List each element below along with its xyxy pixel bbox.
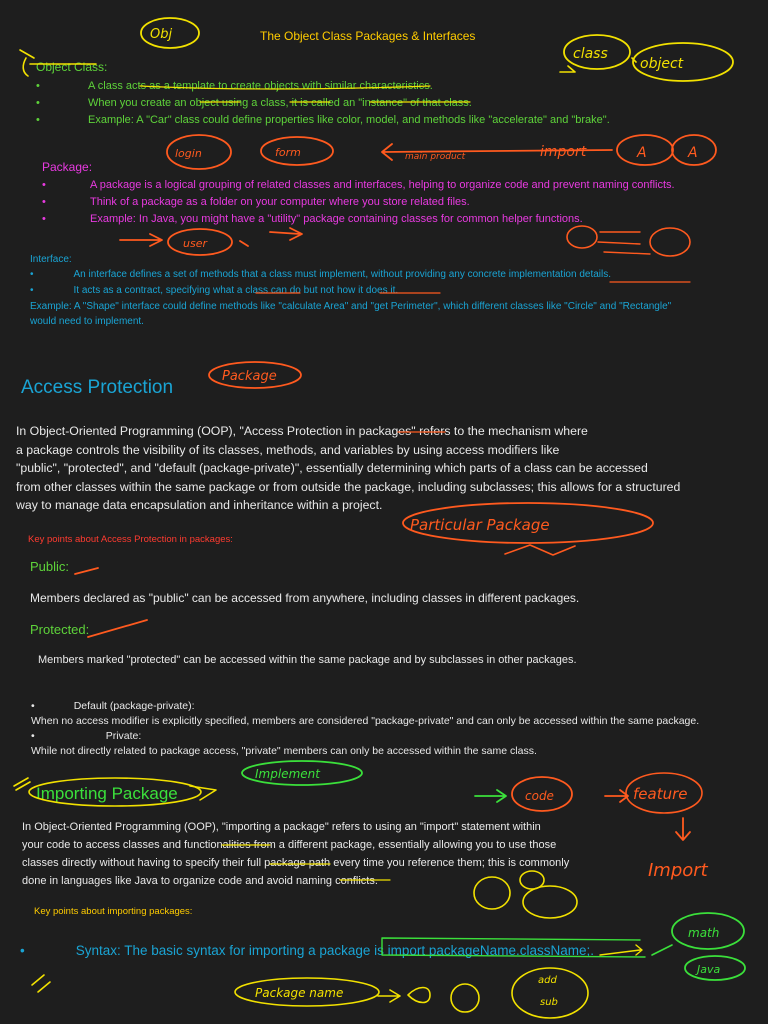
hw-sub: sub xyxy=(540,997,558,1008)
interface-example: Example: A "Shape" interface could define methods like "calculate Area" and "get Perimeter", which different classes like "Circle" and "Rectangle" xyxy=(30,301,672,312)
private-desc: While not directly related to package access, "private" members can only be accessed within the same class. xyxy=(31,745,537,757)
syntax-bullet: • Syntax: The basic syntax for importing a package is import packageName.className;. xyxy=(20,943,594,958)
default-label: • Default (package-private): xyxy=(31,700,195,712)
package-bullet: • Example: In Java, you might have a "utility" package containing classes for common helper functions. xyxy=(42,213,583,225)
protected-desc: Members marked "protected" can be accessed within the same package and by subclasses in other packages. xyxy=(38,654,577,666)
importing-paragraph xyxy=(22,818,642,890)
obj-circle xyxy=(141,18,199,48)
hw-package: Package xyxy=(222,369,277,384)
error-circle xyxy=(523,886,577,918)
a-circle-small xyxy=(567,226,597,248)
access-key-points-label: Key points about Access Protection in packages: xyxy=(28,534,233,545)
package-bullet: • Think of a package as a folder on your computer where you store related files. xyxy=(42,196,470,208)
hw-form: form xyxy=(275,146,301,159)
package-name-circle xyxy=(235,978,379,1006)
default-desc: When no access modifier is explicitly specified, members are considered "package-private" and can only be accessed within the same package. xyxy=(31,715,700,727)
add-sub-circle xyxy=(512,968,588,1018)
public-desc: Members declared as "public" can be accessed from anywhere, including classes in different packages. xyxy=(30,591,580,605)
object-class-heading: Object Class: xyxy=(36,60,108,74)
paragraph-line: way to manage data encapsulation and inheritance within a project. xyxy=(16,498,383,512)
paragraph-line: done in languages like Java to organize code and avoid naming conflicts. xyxy=(22,875,378,887)
hw-particular-package: Particular Package xyxy=(410,516,550,534)
class-circle xyxy=(564,35,630,69)
interface-bullet: • It acts as a contract, specifying what a class can do but not how it does it. xyxy=(30,285,399,296)
hw-add: add xyxy=(538,975,557,986)
paragraph-line: from other classes within the same package or from outside the package, including subclasses; this allows for a structured xyxy=(16,479,681,494)
hw-feature: feature xyxy=(633,785,688,803)
hw-a1: A xyxy=(637,145,647,161)
implement-circle xyxy=(242,761,362,785)
hw-import: import xyxy=(540,144,587,160)
java-circle xyxy=(685,956,745,980)
hw-package-name: Package name xyxy=(255,986,344,1000)
private-label: • Private: xyxy=(31,730,142,742)
package-heading: Package: xyxy=(42,160,93,174)
hw-import2: Import xyxy=(648,860,708,881)
public-label: Public: xyxy=(30,559,70,574)
paragraph-line: a package controls the visibility of its classes, methods, and variables by using access modifiers like xyxy=(16,442,560,457)
object-circle xyxy=(633,43,733,81)
interface-example-cont: would need to implement. xyxy=(30,316,144,327)
form-circle xyxy=(261,137,333,165)
package-circle xyxy=(209,362,301,388)
interface-bullet: • An interface defines a set of methods that a class must implement, without providing any concrete implementation details. xyxy=(30,269,612,280)
arrow xyxy=(560,58,636,72)
interface-heading: Interface: xyxy=(30,254,72,265)
object-class-bullet: • A class acts as a template to create objects with similar characteristics. xyxy=(36,80,433,92)
feature-circle xyxy=(626,773,702,813)
hw-java: Java xyxy=(697,963,721,976)
hw-user: user xyxy=(183,237,207,250)
arrow xyxy=(270,228,302,240)
hw-a2: A xyxy=(688,145,698,161)
hw-implement: Implement xyxy=(255,767,320,781)
page-title: The Object Class Packages & Interfaces xyxy=(260,29,476,43)
access-protection-heading: Access Protection xyxy=(21,377,174,398)
math-circle xyxy=(672,913,744,949)
a-circle xyxy=(672,135,716,165)
a-circle xyxy=(617,135,673,165)
package-bullet: • A package is a logical grouping of related classes and interfaces, helping to organize code and prevent naming conflicts. xyxy=(42,179,675,191)
object-class-bullet: • When you create an object using a class, it is called an "instance" of that class. xyxy=(36,97,472,109)
hw-obj: Obj xyxy=(150,27,173,42)
user-arrow xyxy=(120,234,162,246)
orange-arrow xyxy=(382,144,612,160)
hw-main-product: main product xyxy=(405,152,466,162)
importing-heading: Importing Package xyxy=(36,784,178,803)
protected-label: Protected: xyxy=(30,622,90,637)
hw-class: class xyxy=(573,46,608,62)
paragraph-line: In Object-Oriented Programming (OOP), "importing a package" refers to using an "import" statement within xyxy=(22,821,541,833)
access-protection-paragraph xyxy=(16,422,761,515)
hw-code: code xyxy=(525,789,554,803)
import-key-points-label: Key points about importing packages: xyxy=(34,906,193,917)
hw-login: login xyxy=(175,147,202,160)
code-circle xyxy=(512,777,572,811)
paragraph-line: your code to access classes and functionalities from a different package, essentially allowing you to use those xyxy=(22,839,557,851)
object-class-bullet: • Example: A "Car" class could define properties like color, model, and methods like "accelerate" and "brake". xyxy=(36,114,610,126)
paragraph-line: classes directly without having to specify their full package path every time you reference them; this is commonly xyxy=(22,857,570,869)
user-circle xyxy=(168,229,232,255)
paragraph-line: In Object-Oriented Programming (OOP), "Access Protection in packages" refers to the mechanism where xyxy=(16,424,588,438)
hw-object: object xyxy=(640,56,684,72)
paragraph-line: "public", "protected", and "default (package-private)", essentially determining which parts of a class can be accessed xyxy=(16,461,648,475)
hw-math: math xyxy=(688,926,720,940)
login-circle xyxy=(167,135,231,169)
